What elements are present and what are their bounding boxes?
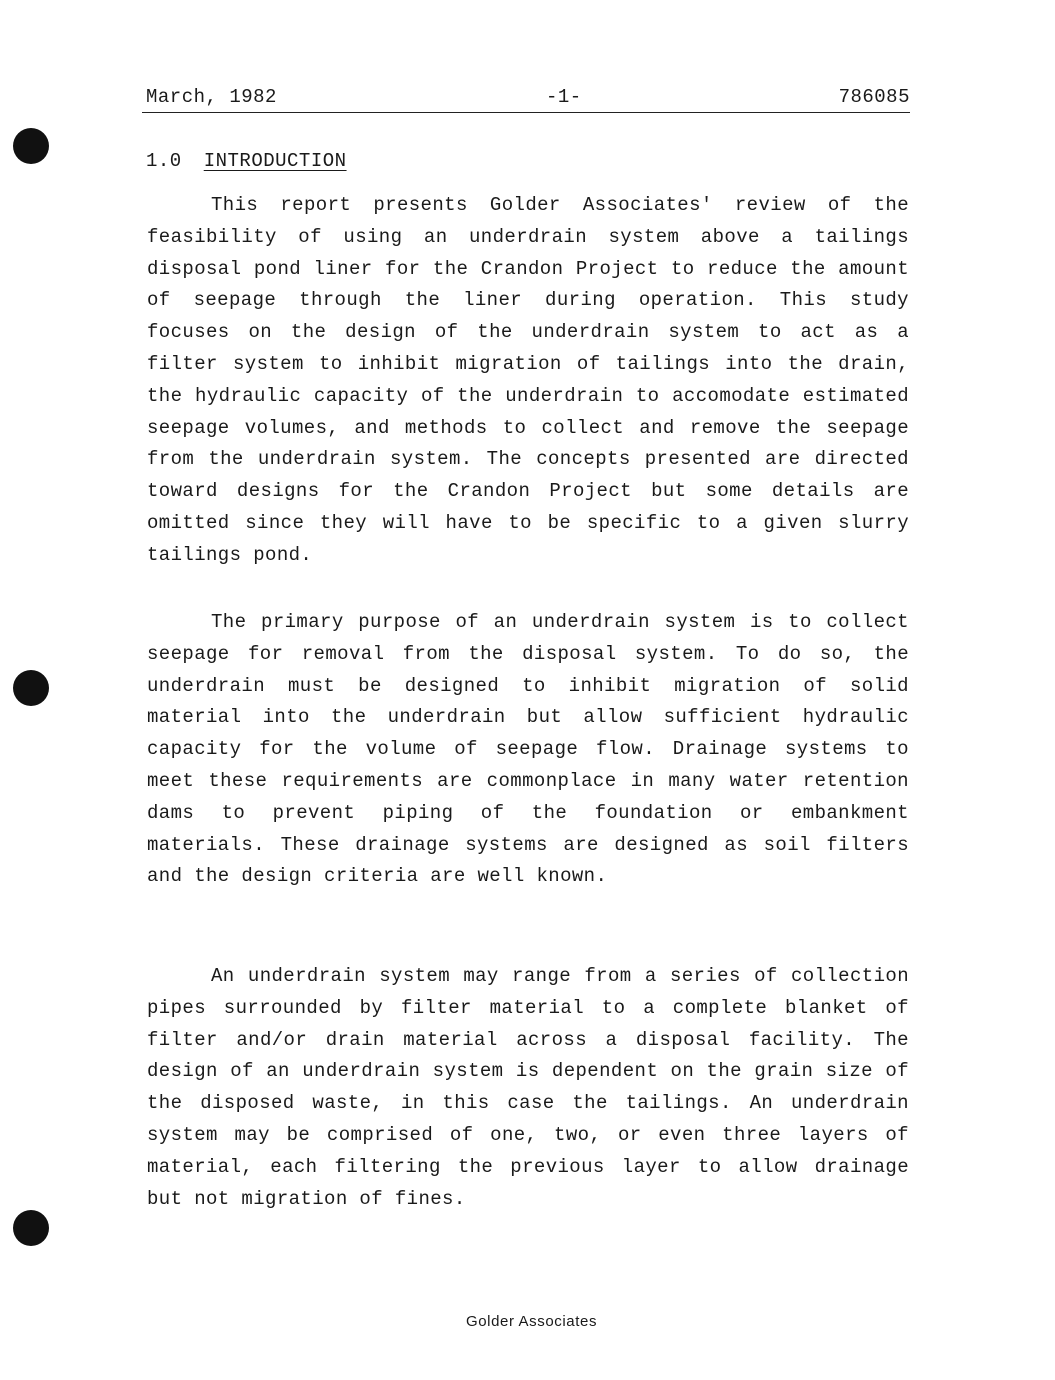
punch-hole-bottom	[13, 1210, 49, 1246]
paragraph-1: This report presents Golder Associates' review of the feasibility of using an underdrain system above a tailings disposal pond liner for the Crandon Project to reduce the amount of seepage through the liner during operation. This study focuses on the design of the underdrain system to act as a filter system to inhibit migration of tailings into the drain, the hydraulic capacity of the underdrain to accomodate estimated seepage volumes, and methods to collect and remove the seepage from the underdrain system. The concepts presented are directed toward designs for the Crandon Project but some details are omitted since they will have to be specific to a given slurry tailings pond.	[147, 194, 909, 566]
section-number: 1.0	[146, 150, 182, 172]
header-page-number: -1-	[546, 86, 582, 108]
section-title: INTRODUCTION	[203, 150, 347, 172]
header-date: March, 1982	[146, 86, 277, 108]
section-heading	[146, 150, 347, 172]
page-footer: Golder Associates	[465, 1313, 598, 1330]
punch-hole-middle	[13, 670, 49, 706]
header-document-number: 786085	[838, 86, 910, 108]
paragraph-2: The primary purpose of an underdrain system is to collect seepage for removal from the disposal system. To do so, the underdrain must be designed to inhibit migration of solid material into the underdrain but allow sufficient hydraulic capacity for the volume of seepage flow. Drainage systems to meet these requirements are commonplace in many water retention dams to prevent piping of the foundation or embankment materials. These drainage systems are designed as soil filters and the design criteria are well known.	[147, 611, 909, 888]
page-header	[142, 84, 910, 113]
punch-hole-top	[13, 128, 49, 164]
paragraph-3: An underdrain system may range from a series of collection pipes surrounded by filter material to a complete blanket of filter and/or drain material across a disposal facility. The design of an underdrain system is dependent on the grain size of the disposed waste, in this case the tailings. An underdrain system may be comprised of one, two, or even three layers of material, each filtering the previous layer to allow drainage but not migration of fines.	[147, 965, 909, 1210]
